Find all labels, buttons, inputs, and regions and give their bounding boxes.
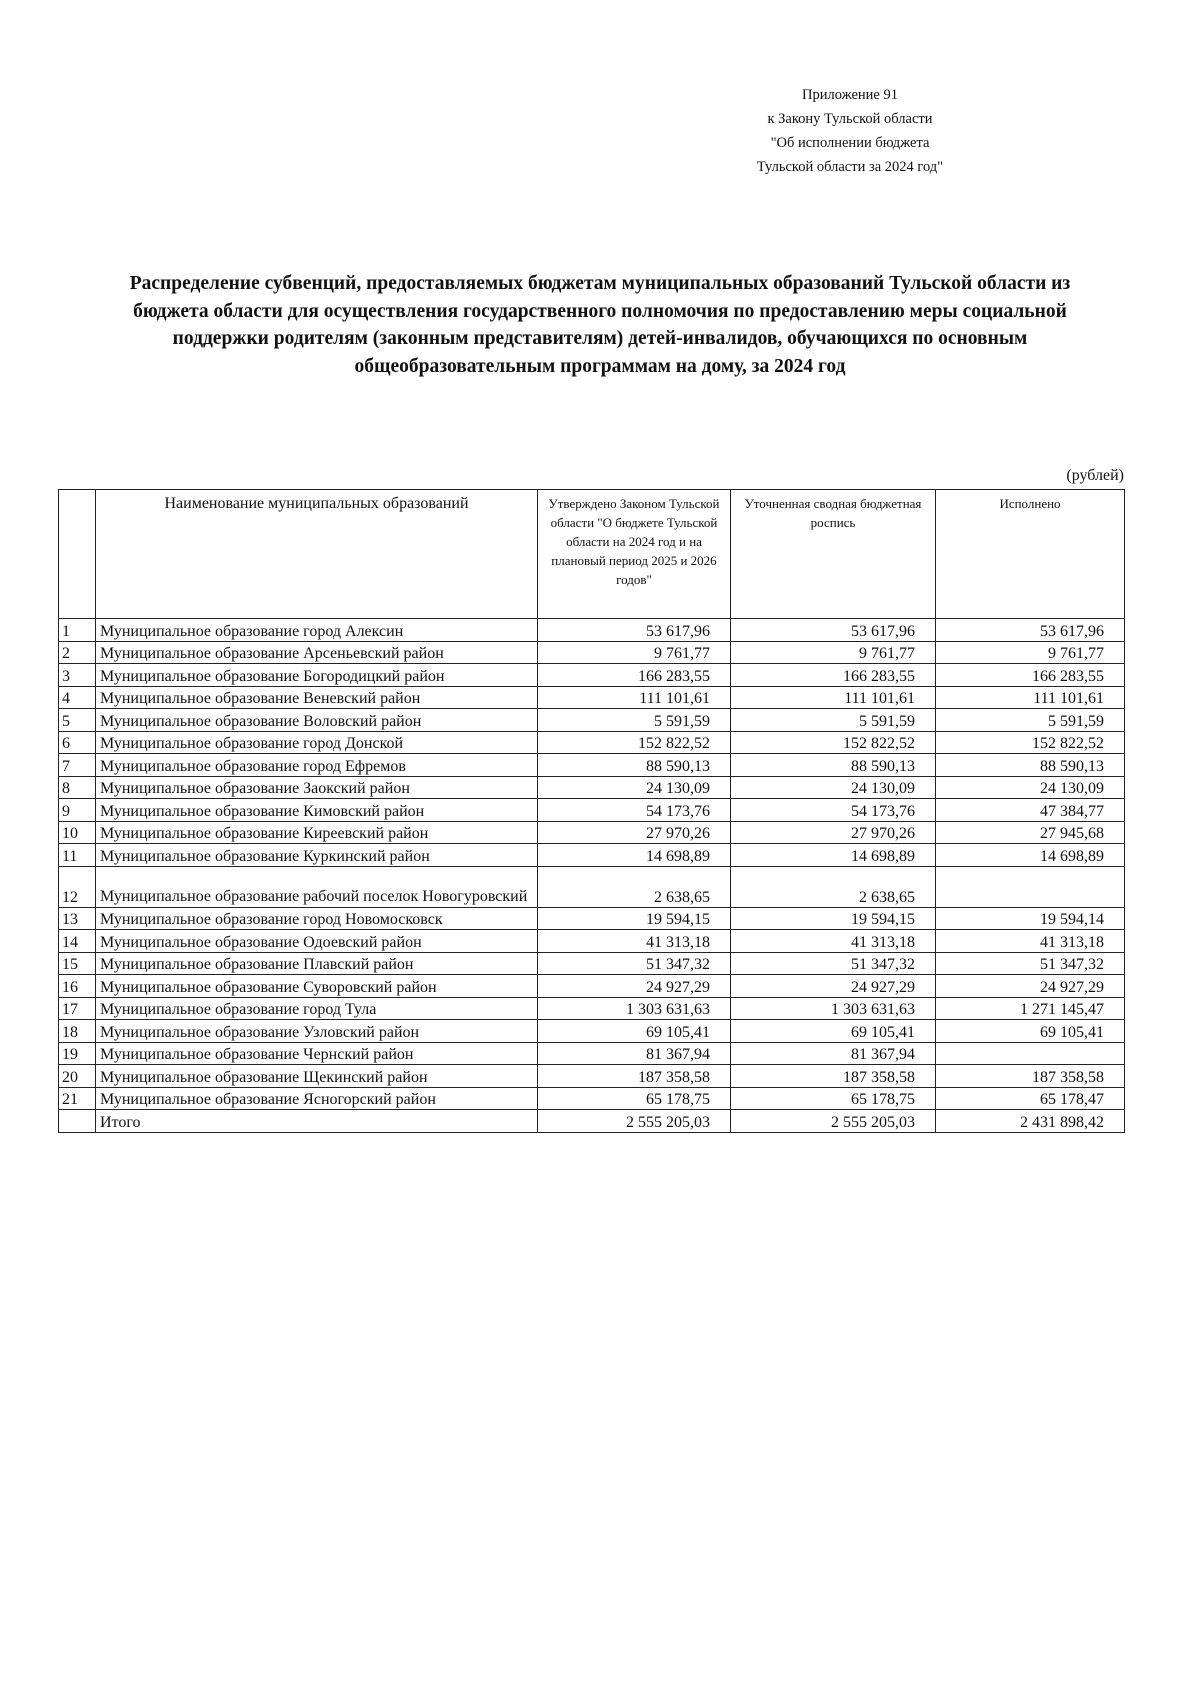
row-executed bbox=[936, 1042, 1125, 1065]
row-index: 21 bbox=[59, 1087, 96, 1110]
table-row bbox=[59, 731, 1125, 754]
row-name: Муниципальное образование Арсеньевский район bbox=[96, 641, 538, 664]
row-approved: 41 313,18 bbox=[538, 930, 731, 953]
row-name: Муниципальное образование Узловский район bbox=[96, 1020, 538, 1043]
title-line: общеобразовательным программам на дому, за 2024 год bbox=[354, 355, 846, 377]
units-label: (рублей) bbox=[1066, 467, 1124, 484]
row-name: Муниципальное образование город Тула bbox=[96, 997, 538, 1020]
row-executed: 9 761,77 bbox=[936, 641, 1125, 664]
row-approved: 19 594,15 bbox=[538, 907, 731, 930]
row-revised: 27 970,26 bbox=[731, 821, 936, 844]
row-approved: 51 347,32 bbox=[538, 952, 731, 975]
row-index: 8 bbox=[59, 776, 96, 799]
row-index: 2 bbox=[59, 641, 96, 664]
row-revised: 24 927,29 bbox=[731, 975, 936, 998]
row-name: Муниципальное образование Богородицкий район bbox=[96, 664, 538, 687]
row-executed: 24 130,09 bbox=[936, 776, 1125, 799]
row-name: Муниципальное образование Воловский район bbox=[96, 709, 538, 732]
row-executed: 51 347,32 bbox=[936, 952, 1125, 975]
row-name: Муниципальное образование Куркинский район bbox=[96, 844, 538, 867]
table-row bbox=[59, 866, 1125, 907]
row-executed: 187 358,58 bbox=[936, 1065, 1125, 1088]
row-name: Муниципальное образование Веневский район bbox=[96, 686, 538, 709]
row-name: Муниципальное образование Ясногорский район bbox=[96, 1087, 538, 1110]
row-revised: 9 761,77 bbox=[731, 641, 936, 664]
row-revised: 111 101,61 bbox=[731, 686, 936, 709]
table-header-row bbox=[59, 490, 1125, 619]
row-approved: 1 303 631,63 bbox=[538, 997, 731, 1020]
row-revised: 54 173,76 bbox=[731, 799, 936, 822]
row-index: 10 bbox=[59, 821, 96, 844]
row-index: 17 bbox=[59, 997, 96, 1020]
row-approved: 24 130,09 bbox=[538, 776, 731, 799]
table-row bbox=[59, 641, 1125, 664]
table-row bbox=[59, 821, 1125, 844]
row-approved: 27 970,26 bbox=[538, 821, 731, 844]
table-row bbox=[59, 1020, 1125, 1043]
title-line: поддержки родителям (законным представителям) детей-инвалидов, обучающихся по основным bbox=[172, 328, 1028, 349]
table-row bbox=[59, 799, 1125, 822]
row-executed: 19 594,14 bbox=[936, 907, 1125, 930]
row-name: Муниципальное образование город Ефремов bbox=[96, 754, 538, 777]
annex-line: Приложение 91 bbox=[802, 87, 898, 103]
annex-line: к Закону Тульской области bbox=[767, 111, 933, 127]
row-approved: 65 178,75 bbox=[538, 1087, 731, 1110]
row-executed: 5 591,59 bbox=[936, 709, 1125, 732]
table-row bbox=[59, 664, 1125, 687]
row-name: Муниципальное образование Суворовский район bbox=[96, 975, 538, 998]
row-revised: 41 313,18 bbox=[731, 930, 936, 953]
row-name: Муниципальное образование Плавский район bbox=[96, 952, 538, 975]
row-index: 3 bbox=[59, 664, 96, 687]
table-row bbox=[59, 975, 1125, 998]
row-revised: 51 347,32 bbox=[731, 952, 936, 975]
title-line: Распределение субвенций, предоставляемых бюджетам муниципальных образований Тульской области из bbox=[129, 273, 1071, 294]
row-revised: 152 822,52 bbox=[731, 731, 936, 754]
table-row bbox=[59, 1087, 1125, 1110]
row-index: 20 bbox=[59, 1065, 96, 1088]
row-index: 18 bbox=[59, 1020, 96, 1043]
header-index bbox=[59, 490, 96, 619]
row-revised: 1 303 631,63 bbox=[731, 997, 936, 1020]
row-executed: 27 945,68 bbox=[936, 821, 1125, 844]
row-index: 14 bbox=[59, 930, 96, 953]
row-revised: 88 590,13 bbox=[731, 754, 936, 777]
table-row bbox=[59, 1065, 1125, 1088]
row-approved: 54 173,76 bbox=[538, 799, 731, 822]
row-approved: 53 617,96 bbox=[538, 619, 731, 642]
table-row bbox=[59, 907, 1125, 930]
row-approved: 69 105,41 bbox=[538, 1020, 731, 1043]
row-approved: 187 358,58 bbox=[538, 1065, 731, 1088]
row-name: Муниципальное образование Киреевский район bbox=[96, 821, 538, 844]
row-index: 15 bbox=[59, 952, 96, 975]
row-revised: 81 367,94 bbox=[731, 1042, 936, 1065]
row-approved: 88 590,13 bbox=[538, 754, 731, 777]
row-approved: 111 101,61 bbox=[538, 686, 731, 709]
row-index: 1 bbox=[59, 619, 96, 642]
row-name: Муниципальное образование рабочий поселок Новогуровский bbox=[96, 866, 538, 907]
row-approved: 81 367,94 bbox=[538, 1042, 731, 1065]
row-revised: 14 698,89 bbox=[731, 844, 936, 867]
table-row bbox=[59, 686, 1125, 709]
row-executed: 24 927,29 bbox=[936, 975, 1125, 998]
header-name: Наименование муниципальных образований bbox=[96, 490, 538, 619]
table-row bbox=[59, 709, 1125, 732]
row-approved: 152 822,52 bbox=[538, 731, 731, 754]
row-revised: 5 591,59 bbox=[731, 709, 936, 732]
table-row bbox=[59, 619, 1125, 642]
row-name: Итого bbox=[96, 1110, 538, 1133]
row-index: 4 bbox=[59, 686, 96, 709]
row-name: Муниципальное образование Одоевский район bbox=[96, 930, 538, 953]
row-revised: 2 638,65 bbox=[731, 866, 936, 907]
row-executed: 53 617,96 bbox=[936, 619, 1125, 642]
row-revised: 19 594,15 bbox=[731, 907, 936, 930]
row-name: Муниципальное образование Чернский район bbox=[96, 1042, 538, 1065]
table-row bbox=[59, 952, 1125, 975]
table-row bbox=[59, 754, 1125, 777]
row-index: 16 bbox=[59, 975, 96, 998]
row-executed: 111 101,61 bbox=[936, 686, 1125, 709]
row-revised: 53 617,96 bbox=[731, 619, 936, 642]
row-approved: 9 761,77 bbox=[538, 641, 731, 664]
document-title bbox=[70, 270, 1130, 380]
row-revised: 24 130,09 bbox=[731, 776, 936, 799]
row-name: Муниципальное образование Кимовский район bbox=[96, 799, 538, 822]
table-row bbox=[59, 997, 1125, 1020]
table-total-row bbox=[59, 1110, 1125, 1133]
row-name: Муниципальное образование город Новомосковск bbox=[96, 907, 538, 930]
subventions-table bbox=[58, 489, 1125, 1133]
header-approved: Утверждено Законом Тульской области "О бюджете Тульской области на 2024 год и на плановый период 2025 и 2026 годов" bbox=[538, 490, 731, 619]
row-approved: 24 927,29 bbox=[538, 975, 731, 998]
row-index: 5 bbox=[59, 709, 96, 732]
row-name: Муниципальное образование город Донской bbox=[96, 731, 538, 754]
row-revised: 65 178,75 bbox=[731, 1087, 936, 1110]
row-approved: 166 283,55 bbox=[538, 664, 731, 687]
row-approved: 5 591,59 bbox=[538, 709, 731, 732]
row-executed: 14 698,89 bbox=[936, 844, 1125, 867]
row-index: 6 bbox=[59, 731, 96, 754]
annex-line: "Об исполнении бюджета bbox=[770, 135, 930, 151]
header-executed: Исполнено bbox=[936, 490, 1125, 619]
row-executed bbox=[936, 866, 1125, 907]
row-index: 9 bbox=[59, 799, 96, 822]
row-executed: 69 105,41 bbox=[936, 1020, 1125, 1043]
row-index: 12 bbox=[59, 866, 96, 907]
row-executed: 2 431 898,42 bbox=[936, 1110, 1125, 1133]
row-name: Муниципальное образование город Алексин bbox=[96, 619, 538, 642]
table-row bbox=[59, 844, 1125, 867]
row-approved: 2 638,65 bbox=[538, 866, 731, 907]
row-name: Муниципальное образование Щекинский район bbox=[96, 1065, 538, 1088]
annex-header bbox=[700, 83, 1000, 179]
row-approved: 2 555 205,03 bbox=[538, 1110, 731, 1133]
table-row bbox=[59, 776, 1125, 799]
row-executed: 65 178,47 bbox=[936, 1087, 1125, 1110]
table-row bbox=[59, 1042, 1125, 1065]
row-index: 7 bbox=[59, 754, 96, 777]
row-revised: 166 283,55 bbox=[731, 664, 936, 687]
table-row bbox=[59, 930, 1125, 953]
title-line: бюджета области для осуществления государственного полномочия по предоставлению меры социальной bbox=[133, 300, 1067, 322]
row-index: 11 bbox=[59, 844, 96, 867]
row-index: 19 bbox=[59, 1042, 96, 1065]
annex-line: Тульской области за 2024 год" bbox=[756, 159, 944, 175]
row-name: Муниципальное образование Заокский район bbox=[96, 776, 538, 799]
row-executed: 47 384,77 bbox=[936, 799, 1125, 822]
row-executed: 88 590,13 bbox=[936, 754, 1125, 777]
row-revised: 187 358,58 bbox=[731, 1065, 936, 1088]
row-revised: 2 555 205,03 bbox=[731, 1110, 936, 1133]
table-body bbox=[59, 619, 1125, 1133]
row-executed: 152 822,52 bbox=[936, 731, 1125, 754]
row-executed: 41 313,18 bbox=[936, 930, 1125, 953]
row-approved: 14 698,89 bbox=[538, 844, 731, 867]
row-index bbox=[59, 1110, 96, 1133]
header-revised: Уточненная сводная бюджетная роспись bbox=[731, 490, 936, 619]
row-executed: 1 271 145,47 bbox=[936, 997, 1125, 1020]
row-executed: 166 283,55 bbox=[936, 664, 1125, 687]
row-index: 13 bbox=[59, 907, 96, 930]
row-revised: 69 105,41 bbox=[731, 1020, 936, 1043]
